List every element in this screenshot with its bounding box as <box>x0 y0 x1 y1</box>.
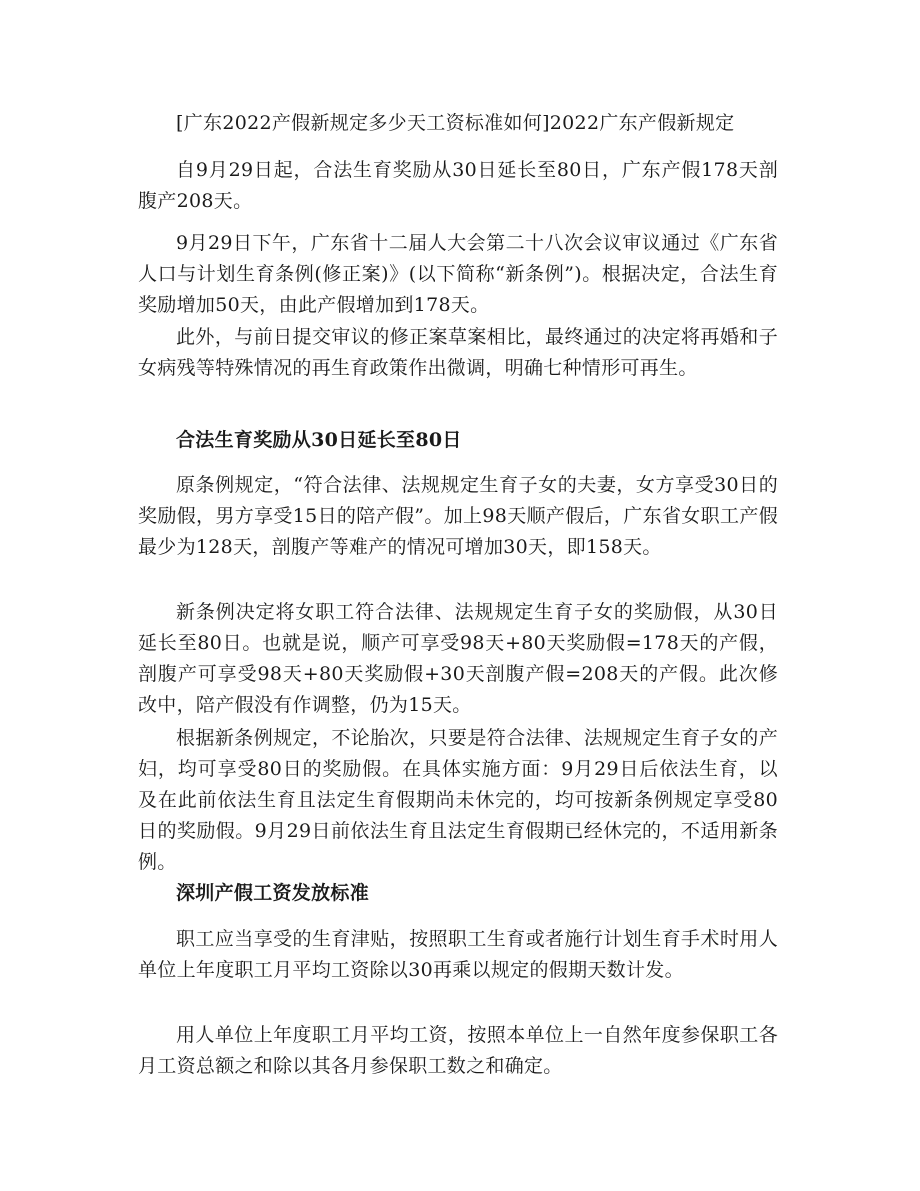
paragraph-regulation-passed: 9月29日下午，广东省十二届人大会第二十八次会议审议通过《广东省人口与计划生育条例(修正案)》(以下简称“新条例”)。根据决定，合法生育奖励增加50天，由此产假增加到178天。 <box>138 232 778 316</box>
section-heading-reward-leave: 合法生育奖励从30日延长至80日 <box>176 429 462 451</box>
paragraph-maternity-allowance: 职工应当享受的生育津贴，按照职工生育或者施行计划生育手术时用人单位上年度职工月平均工资除以30再乘以规定的假期天数计发。 <box>138 928 778 981</box>
paragraph-policy-adjustment: 此外，与前日提交审议的修正案草案相比，最终通过的决定将再婚和子女病残等特殊情况的再生育政策作出微调，明确七种情形可再生。 <box>138 326 778 379</box>
paragraph-original-regulation: 原条例规定，“符合法律、法规规定生育子女的夫妻，女方享受30日的奖励假，男方享受15日的陪产假”。加上98天顺产假后，广东省女职工产假最少为128天，剖腹产等难产的情况可增加30天，即158天。 <box>138 474 778 558</box>
paragraph-new-regulation: 新条例决定将女职工符合法律、法规规定生育子女的奖励假，从30日延长至80日。也就是说，顺产可享受98天+80天奖励假=178天的产假，剖腹产可享受98天+80天奖励假+30天剖腹产假=208天的产假。此次修改中，陪产假没有作调整，仍为15天。 <box>138 601 778 716</box>
paragraph-implementation: 根据新条例规定，不论胎次，只要是符合法律、法规规定生育子女的产妇，均可享受80日的奖励假。在具体实施方面：9月29日后依法生育，以及在此前依法生育且法定生育假期尚未休完的，均可按新条例规定享受80日的奖励假。9月29日前依法生育且法定生育假期已经休完的，不适用新条例。 <box>138 727 778 873</box>
paragraph-effective-date: 自9月29日起，合法生育奖励从30日延长至80日，广东产假178天剖腹产208天。 <box>138 159 778 212</box>
section-heading-shenzhen-pay: 深圳产假工资发放标准 <box>176 882 370 904</box>
paragraph-average-wage: 用人单位上年度职工月平均工资，按照本单位上一自然年度参保职工各月工资总额之和除以其各月参保职工数之和确定。 <box>138 1024 778 1077</box>
document-title: [广东2022产假新规定多少天工资标准如何]2022广东产假新规定 <box>176 112 735 134</box>
